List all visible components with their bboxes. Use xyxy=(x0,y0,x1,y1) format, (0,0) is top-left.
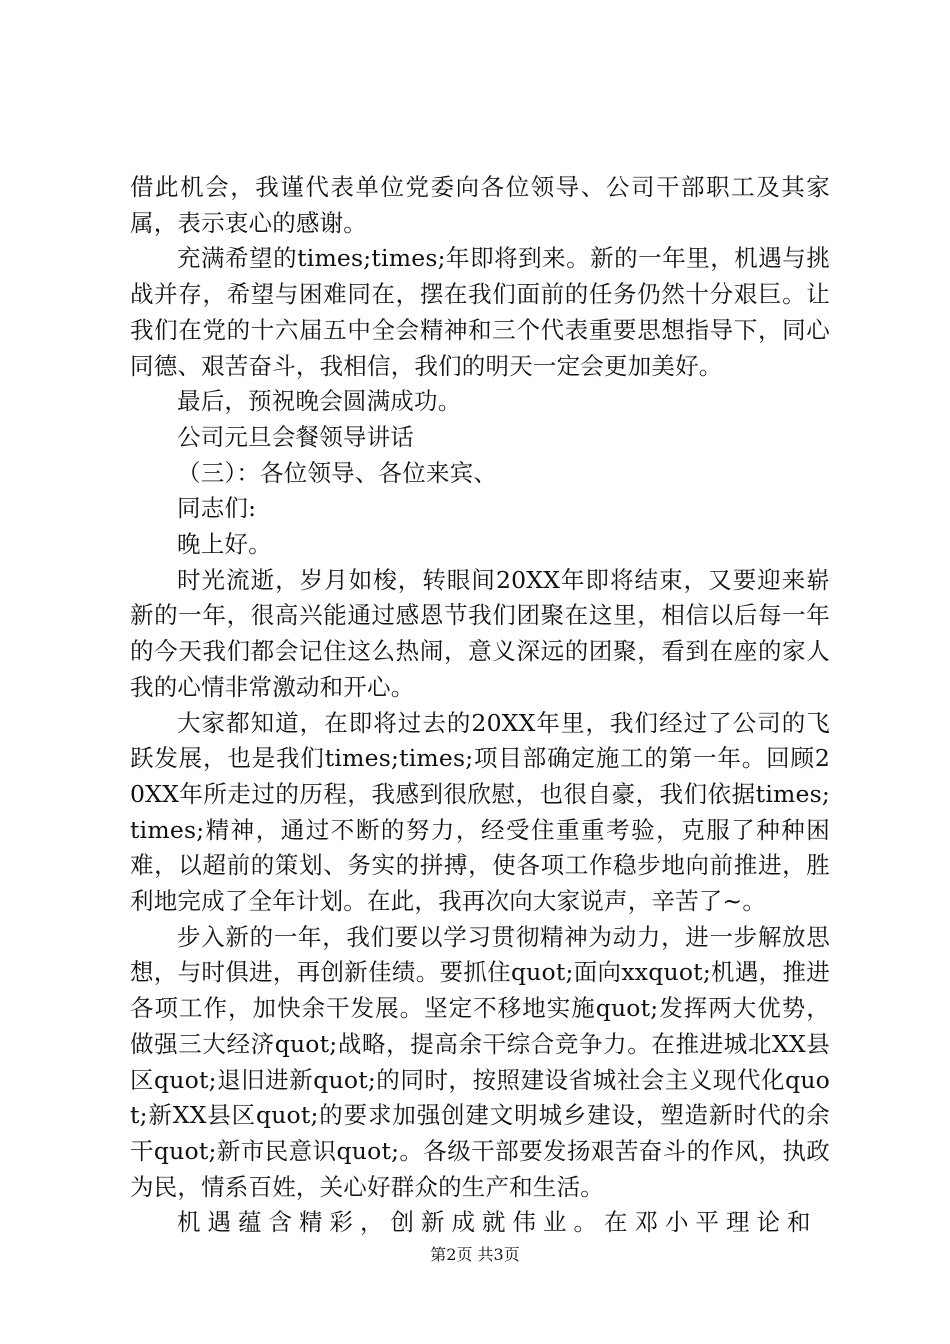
paragraph-time-flies: 时光流逝，岁月如梭，转眼间20XX年即将结束，又要迎来崭新的一年，很高兴能通过感恩节我们团聚在这里，相信以后每一年的今天我们都会记住这么热闹，意义深远的团聚，看到在座的家人我的心情非常激动和开心。 xyxy=(130,565,830,701)
salutation-line: （三）：各位领导、各位来宾、 xyxy=(177,458,498,487)
paragraph-3: 最后，预祝晚会圆满成功。 xyxy=(177,387,462,416)
document-body xyxy=(130,170,830,1241)
greeting: 晚上好。 xyxy=(177,530,272,559)
paragraph-opportunity: 机遇蕴含精彩，创新成就伟业。在邓小平理论和 xyxy=(177,1208,818,1237)
salutation-comrades: 同志们: xyxy=(177,494,257,523)
page-number-footer: 第2页 共3页 xyxy=(430,1245,520,1264)
paragraph-1: 借此机会，我谨代表单位党委向各位领导、公司干部职工及其家属，表示衷心的感谢。 xyxy=(130,173,830,237)
paragraph-new-year: 步入新的一年，我们要以学习贯彻精神为动力，进一步解放思想，与时俱进，再创新佳绩。要抓住quot;面向xxquot;机遇，推进各项工作，加快余干发展。坚定不移地实施quot;发挥两大优势，做强三大经济quot;战略，提高余干综合竞争力。在推进城北XX县区quot;退旧进新quot;的同时，按照建设省城社会主义现代化quot;新XX县区quot;的要求加强创建文明城乡建设，塑造新时代的余干quot;新市民意识quot;。各级干部要发扬艰苦奋斗的作风，执政为民，情系百姓，关心好群众的生产和生活。 xyxy=(130,922,830,1201)
speech-title: 公司元旦会餐领导讲话 xyxy=(177,422,414,451)
paragraph-review: 大家都知道，在即将过去的20XX年里，我们经过了公司的飞跃发展，也是我们times;times;项目部确定施工的第一年。回顾20XX年所走过的历程，我感到很欣慰，也很自豪，我们依据times;times;精神，通过不断的努力，经受住重重考验，克服了种种困难，以超前的策划、务实的拼搏，使各项工作稳步地向前推进，胜利地完成了全年计划。在此，我再次向大家说声，辛苦了~。 xyxy=(130,708,830,916)
paragraph-2: 充满希望的times;times;年即将到来。新的一年里，机遇与挑战并存，希望与困难同在，摆在我们面前的任务仍然十分艰巨。让我们在党的十六届五中全会精神和三个代表重要思想指导下，同心同德、艰苦奋斗，我相信，我们的明天一定会更加美好。 xyxy=(130,244,830,380)
